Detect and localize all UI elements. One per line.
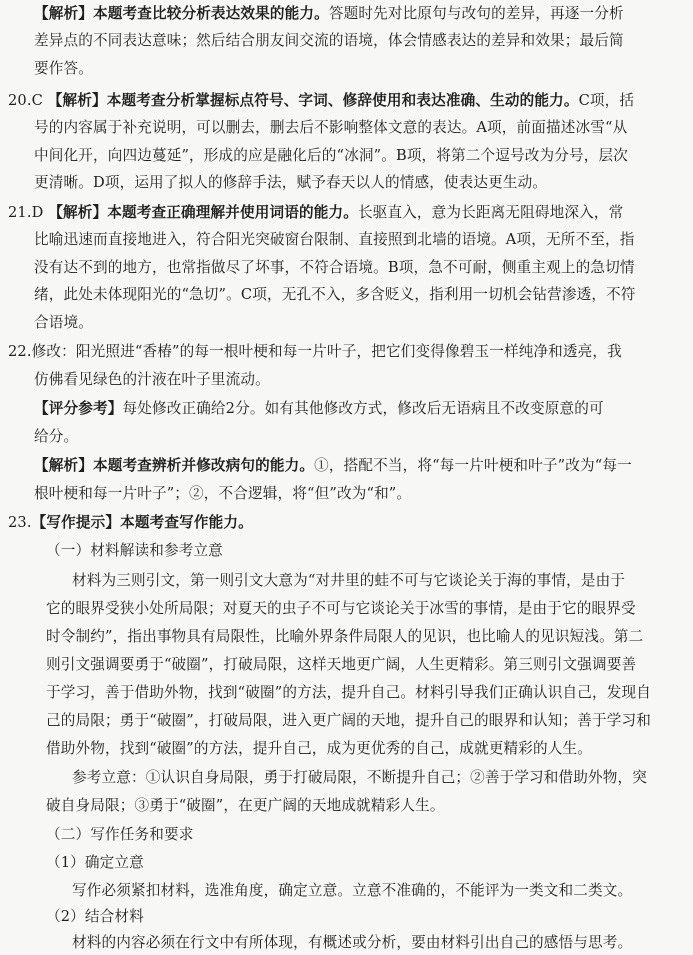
- text-line: 根叶梗和每一片叶子”；②，不合逻辑，将“但”改为“和”。: [34, 485, 412, 502]
- text-line: 比喻迅速而直接地进入，符合阳光突破窗台限制、直接照到北墙的语境。A项，无所不至，指: [34, 231, 635, 248]
- section-heading: （二）写作任务和要求: [46, 826, 194, 843]
- text-line: 借助外物，找到“破圈”的方法，提升自己，成为更优秀的自己，成就更精彩的人生。: [46, 740, 592, 757]
- scoring-reference: 【评分参考】每处修改正确给2分。如有其他修改方式，修改后无语病且不改变原意的可: [34, 400, 604, 417]
- text-line: 号的内容属于补充说明，可以删去，删去后不影响整体文意的表达。A项，前面描述冰雪“从: [34, 119, 628, 136]
- text-line: 合语境。: [34, 314, 93, 331]
- text-line: 己的局限；勇于“破圈”，打破局限，进入更广阔的天地，提升自己的眼界和认知；善于学习和: [46, 712, 651, 729]
- question-21: 21.D 【解析】本题考查正确理解并使用词语的能力。长驱直入，意为长距离无阻碍地深入，常: [8, 204, 624, 221]
- text-line: 材料的内容必须在行文中有所体现，有概述或分析，要由材料引出自己的感悟与思考。: [72, 934, 633, 951]
- text-line: 要作答。: [34, 60, 93, 77]
- analysis-line: 【解析】本题考查辨析并修改病句的能力。①，搭配不当，将“每一片叶梗和叶子”改为“每一: [34, 457, 632, 474]
- text-line: 【解析】本题考查比较分析表达效果的能力。答题时先对比原句与改句的差异，再逐一分析: [34, 5, 624, 22]
- subsection-heading: （1）确定立意: [46, 854, 144, 871]
- subsection-heading: （2）结合材料: [46, 908, 144, 925]
- question-20: 20.C 【解析】本题考查分析掌握标点符号、字词、修辞使用和表达准确、生动的能力。C项，括: [8, 92, 635, 109]
- text-line: 写作必须紧扣材料，选准角度，确定立意。立意不准确的，不能评为一类文和二类文。: [72, 882, 633, 899]
- text-line: 时令制约”，指出事物具有局限性，比喻外界条件局限人的见识，也比喻人的见识短浅。第二: [46, 628, 644, 645]
- text-line: 差异点的不同表达意味；然后结合朋友间交流的语境，体会情感表达的差异和效果；最后简: [34, 32, 624, 49]
- text-line: 破自身局限；③勇于“破圈”，在更广阔的天地成就精彩人生。: [46, 797, 445, 814]
- text-line: 没有达不到的地方，也常指做尽了坏事，不符合语境。B项，急不可耐，侧重主观上的急切情: [34, 259, 635, 276]
- text-line: 更清晰。D项，运用了拟人的修辞手法，赋予春天以人的情感，使表达更生动。: [34, 174, 548, 191]
- question-22: 22.修改：阳光照进“香椿”的每一根叶梗和每一片叶子，把它们变得像碧玉一样纯净和透亮，我: [8, 343, 622, 360]
- text-line: 于学习，善于借助外物，找到“破圈”的方法，提升自己。材料引导我们正确认识自己，发现自: [46, 684, 651, 701]
- text-line: 则引文强调要勇于“破圈”，打破局限，这样天地更广阔，人生更精彩。第三则引文强调要善: [46, 656, 637, 673]
- text-line: 它的眼界受狭小处所局限；对夏天的虫子不可与它谈论关于冰雪的事情，是由于它的眼界受: [46, 600, 636, 617]
- text-line: 仿佛看见绿色的汁液在叶子里流动。: [34, 371, 270, 388]
- text-line: 材料为三则引文，第一则引文大意为“对井里的蛙不可与它谈论关于海的事情，是由于: [72, 572, 626, 589]
- text-line: 中间化开，向四边蔓延”，形成的应是融化后的“冰洞”。B项，将第二个逗号改为分号，层次: [34, 147, 628, 164]
- text-line: 绪，此处未体现阳光的“急切”。C项，无孔不入，多含贬义，指利用一切机会钻营渗透，不符: [34, 286, 636, 303]
- text-line: 给分。: [34, 428, 79, 445]
- question-23: 23.【写作提示】本题考查写作能力。: [8, 514, 253, 531]
- text-line: 参考立意：①认识自身局限，勇于打破局限，不断提升自己；②善于学习和借助外物，突: [72, 769, 648, 786]
- section-heading: （一）材料解读和参考立意: [46, 542, 223, 559]
